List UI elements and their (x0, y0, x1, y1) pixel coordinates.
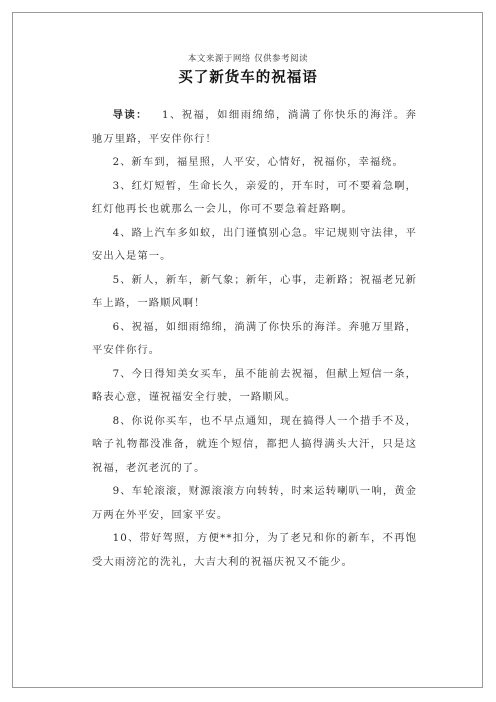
paragraph-text: 1、祝福，如细雨绵绵，淌满了你快乐的海洋。奔驰万里路，平安伴你行！ (92, 109, 417, 145)
paragraph-1 (92, 104, 417, 151)
paragraph-3: 3、红灯短暂，生命长久，亲爱的，开车时，可不要着急啊，红灯他再长也就那么一会儿，你可不要急着赶路啊。 (92, 179, 417, 215)
paragraph-8: 8、你说你买车，也不早点通知，现在搞得人一个措手不及，啥子礼物都没准备，就连个短信，都把人搞得满头大汗，只是这祝福，老沉老沉的了。 (92, 414, 417, 474)
paragraph-9: 9、车轮滚滚，财源滚滚方向转转，时来运转喇叭一响，黄金万两在外平安，回家平安。 (92, 485, 417, 521)
document-title: 买了新货车的祝福语 (178, 69, 318, 86)
paragraph-2: 2、新车到，福星照，人平安，心情好，祝福你，幸福绕。 (112, 156, 404, 168)
source-note: 本文来源于网络 仅供参考阅读 (187, 54, 309, 64)
paragraph-5: 5、新人，新车，新气象；新年，心事，走新路；祝福老兄新车上路，一路顺风啊！ (92, 273, 417, 309)
document-body (92, 104, 417, 574)
paragraph-4: 4、路上汽车多如蚁，出门谨慎别心急。牢记规则守法律，平安出入是第一。 (92, 226, 417, 262)
paragraph-6: 6、祝福，如细雨绵绵，淌满了你快乐的海洋。奔驰万里路，平安伴你行。 (92, 320, 417, 356)
lead-label: 导读： (112, 109, 148, 121)
paragraph-10: 10、带好驾照，方便**扣分，为了老兄和你的新车，不再饱受大雨滂沱的洗礼，大吉大利的祝福庆祝又不能少。 (92, 532, 417, 568)
paragraph-7: 7、今日得知美女买车，虽不能前去祝福，但献上短信一条，略表心意，谨祝福安全行驶，一路顺风。 (92, 367, 417, 403)
